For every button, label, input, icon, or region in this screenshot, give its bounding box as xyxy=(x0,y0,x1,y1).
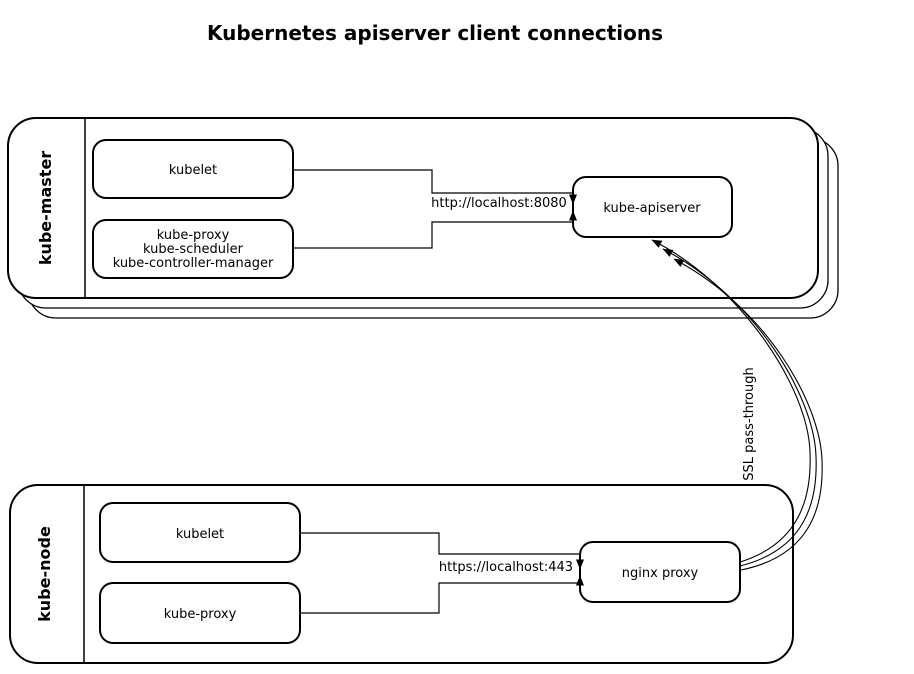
master-proxy-stack-line1: kube-proxy xyxy=(156,228,230,243)
master-proxy-stack-line2: kube-scheduler xyxy=(143,242,243,257)
kube-apiserver-label: kube-apiserver xyxy=(603,201,701,216)
master-edge-label: http://localhost:8080 xyxy=(431,196,567,211)
node-kubelet-label: kubelet xyxy=(175,527,225,542)
diagram-title: Kubernetes apiserver client connections xyxy=(206,21,664,45)
kube-node-group-label: kube-node xyxy=(35,526,54,622)
nginx-proxy-label: nginx proxy xyxy=(621,566,699,581)
node-edge-label: https://localhost:443 xyxy=(438,560,574,575)
node-kube-proxy-label: kube-proxy xyxy=(163,607,237,622)
kube-master-group-label: kube-master xyxy=(36,150,55,266)
ssl-edge-label: SSL pass-through xyxy=(742,367,757,481)
master-kubelet-label: kubelet xyxy=(168,163,218,178)
master-proxy-stack-line3: kube-controller-manager xyxy=(112,256,274,271)
